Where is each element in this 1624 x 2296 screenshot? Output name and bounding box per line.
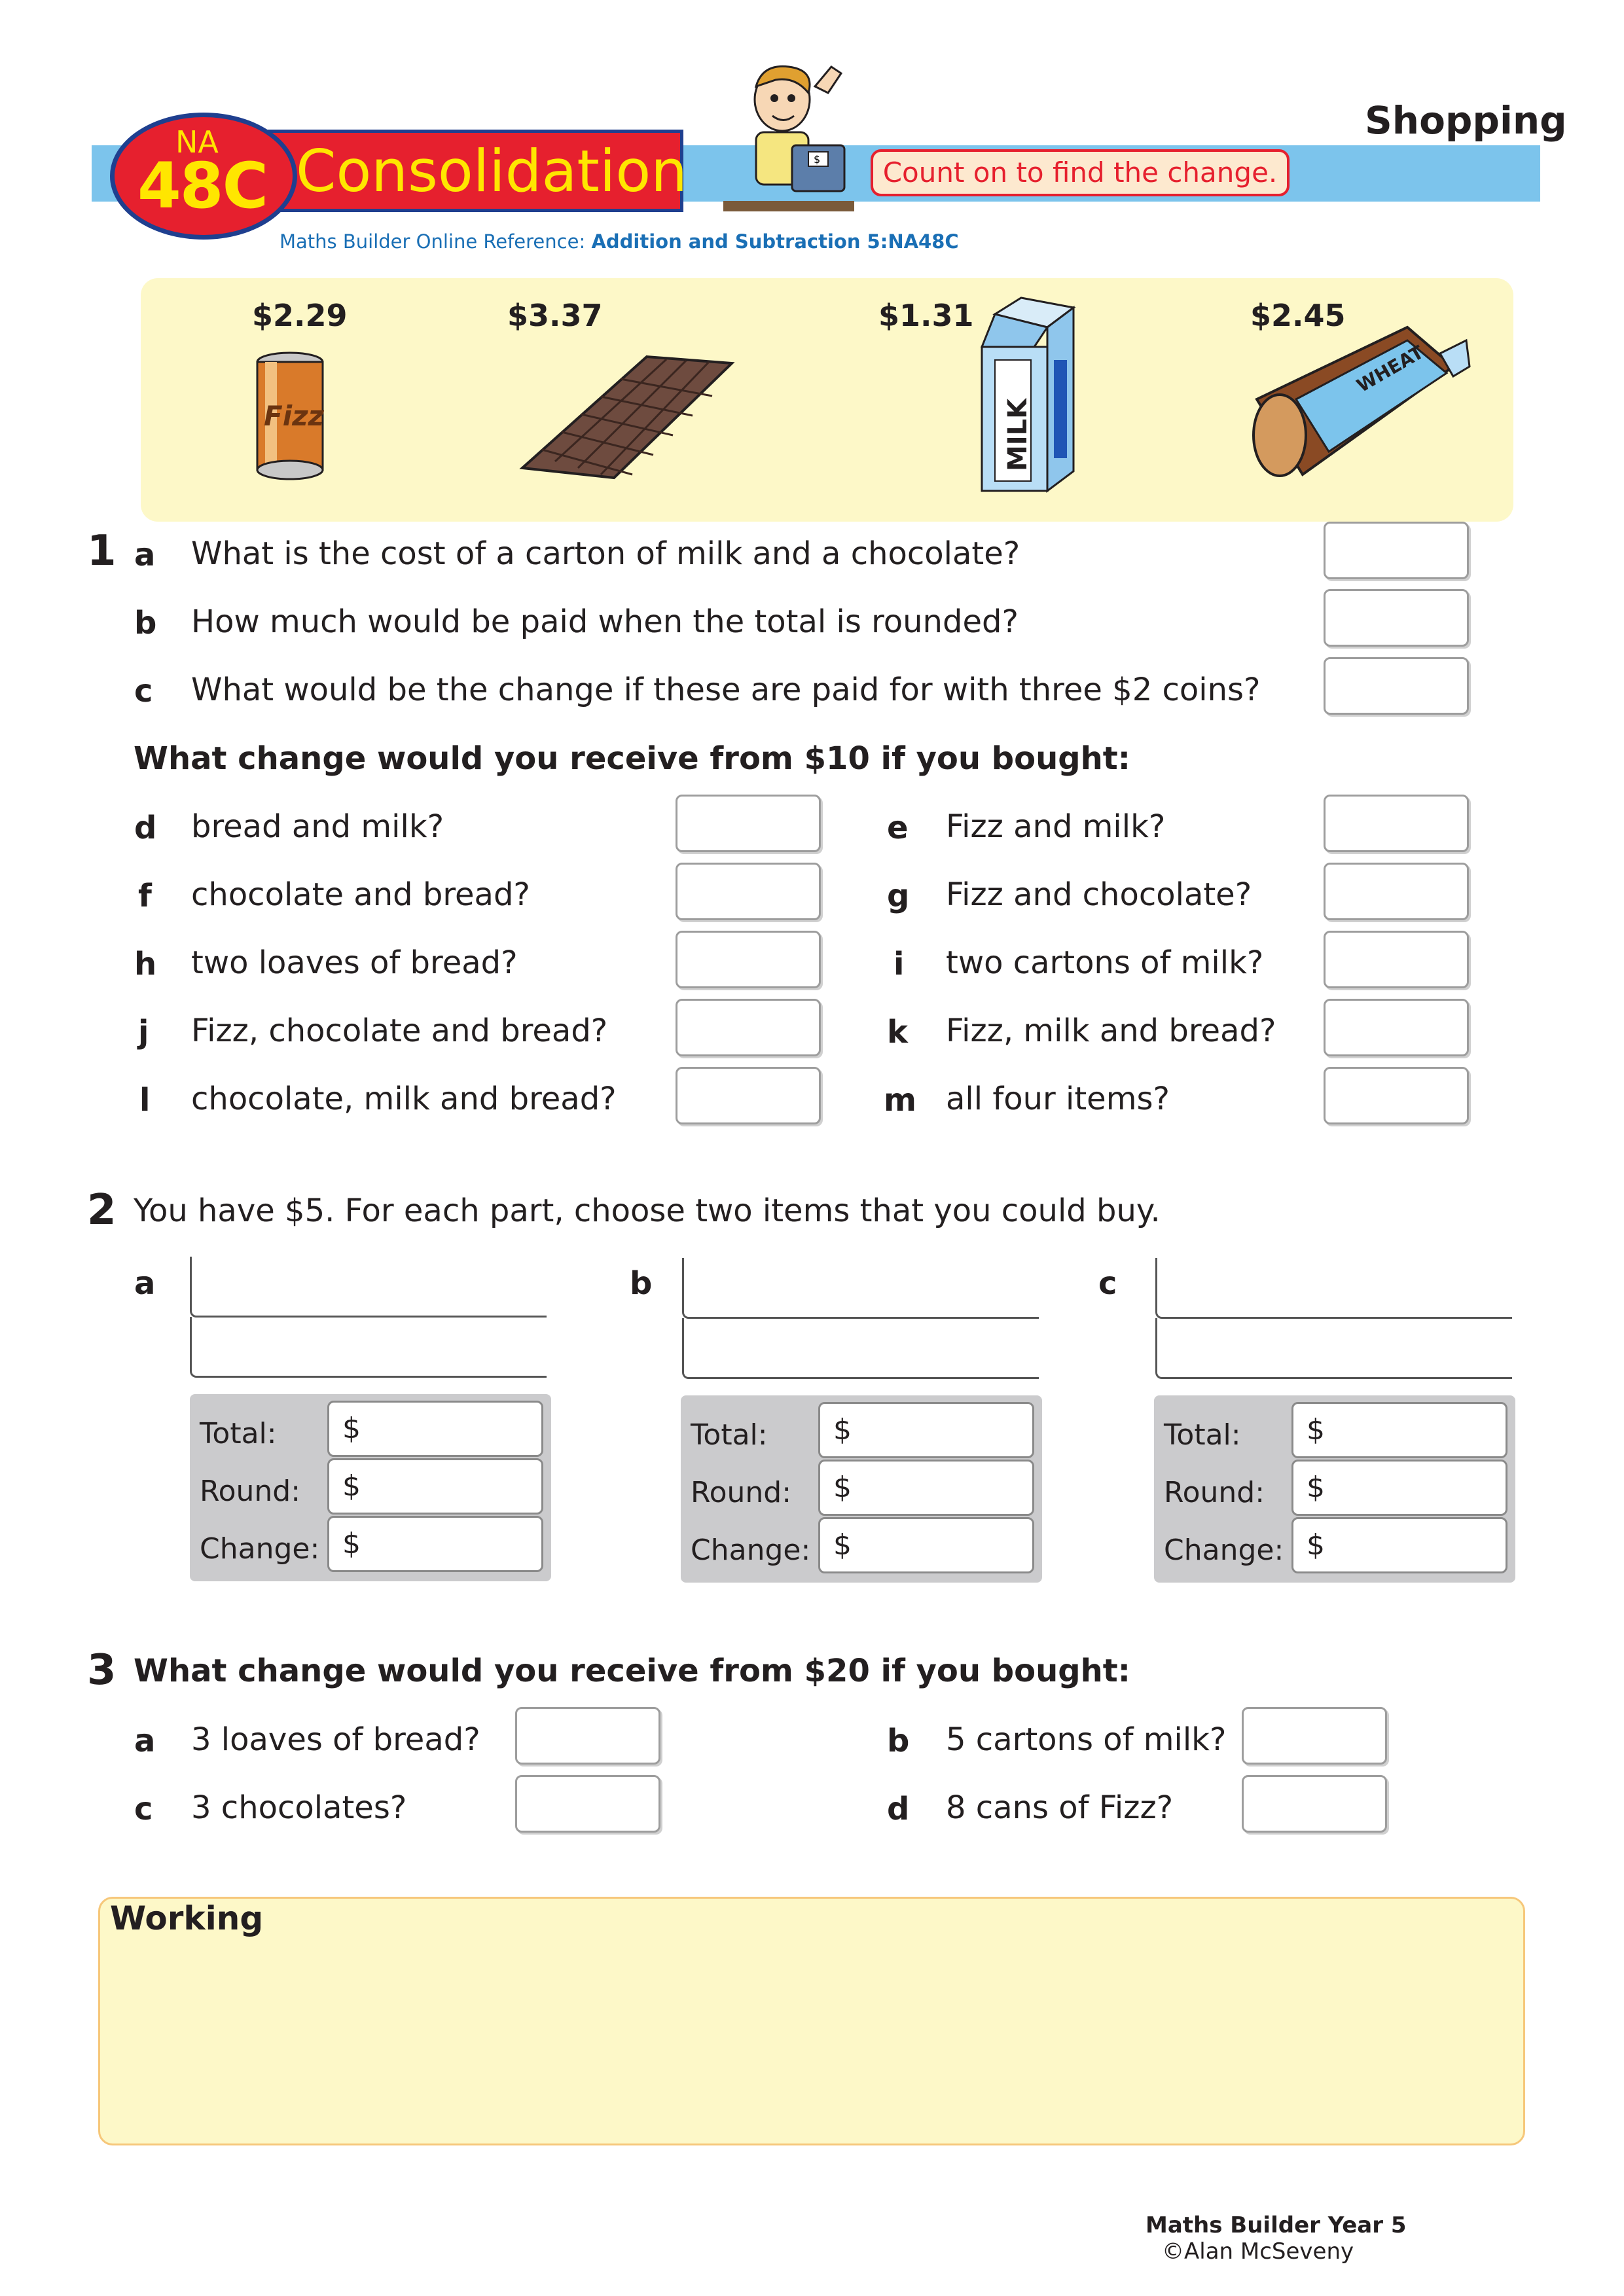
q1e-answer-box[interactable] bbox=[1324, 795, 1469, 852]
q1f-text: chocolate and bread? bbox=[191, 876, 530, 913]
q2c-change-label: Change: bbox=[1164, 1534, 1284, 1567]
q3-heading: What change would you receive from $20 if you bought: bbox=[134, 1653, 1130, 1689]
milk-carton-icon bbox=[975, 295, 1080, 504]
q1i-answer-box[interactable] bbox=[1324, 931, 1469, 988]
q2c-item2-line[interactable] bbox=[1155, 1318, 1512, 1379]
q1e-text: Fizz and milk? bbox=[946, 808, 1166, 845]
q1i-letter: i bbox=[893, 946, 905, 982]
q1j-answer-box[interactable] bbox=[676, 999, 821, 1056]
q2a-round-box[interactable]: $ bbox=[327, 1458, 543, 1515]
q2a-change-box[interactable]: $ bbox=[327, 1516, 543, 1572]
page-title: Consolidation bbox=[296, 137, 687, 205]
q3b-answer-box[interactable] bbox=[1242, 1707, 1387, 1765]
q2c-change-box[interactable]: $ bbox=[1291, 1517, 1507, 1573]
q1b-letter: b bbox=[134, 605, 157, 641]
q1l-answer-box[interactable] bbox=[676, 1067, 821, 1124]
q3c-text: 3 chocolates? bbox=[191, 1789, 407, 1826]
q3-number: 3 bbox=[87, 1646, 117, 1695]
q2b-round-box[interactable]: $ bbox=[818, 1460, 1034, 1516]
q1l-text: chocolate, milk and bread? bbox=[191, 1081, 617, 1117]
q1g-text: Fizz and chocolate? bbox=[946, 876, 1252, 913]
q3a-letter: a bbox=[134, 1723, 156, 1759]
q3a-answer-box[interactable] bbox=[515, 1707, 660, 1765]
price-fizz: $2.29 bbox=[252, 298, 348, 333]
milk-label: MILK bbox=[1003, 398, 1033, 471]
q1g-letter: g bbox=[887, 878, 910, 914]
q2a-total-label: Total: bbox=[200, 1417, 277, 1450]
q1d-letter: d bbox=[134, 810, 157, 846]
reference-label: Maths Builder Online Reference: bbox=[280, 230, 592, 253]
q1j-text: Fizz, chocolate and bread? bbox=[191, 1013, 608, 1049]
q1m-answer-box[interactable] bbox=[1324, 1067, 1469, 1124]
q2c-letter: c bbox=[1098, 1265, 1117, 1302]
q1l-letter: l bbox=[139, 1082, 151, 1119]
q1c-text: What would be the change if these are paid for with three $2 coins? bbox=[191, 672, 1261, 708]
q3b-text: 5 cartons of milk? bbox=[946, 1721, 1227, 1758]
q1b-text: How much would be paid when the total is rounded? bbox=[191, 603, 1019, 640]
q2a-item1-line[interactable] bbox=[190, 1257, 547, 1318]
working-area[interactable] bbox=[98, 1897, 1525, 2145]
q2b-item1-line[interactable] bbox=[682, 1258, 1039, 1319]
q2c-total-box[interactable]: $ bbox=[1291, 1402, 1507, 1458]
q2c-round-box[interactable]: $ bbox=[1291, 1460, 1507, 1516]
q1k-letter: k bbox=[887, 1014, 908, 1050]
bread-loaf-icon bbox=[1244, 314, 1479, 491]
chocolate-bar-icon bbox=[516, 350, 738, 481]
q1-number: 1 bbox=[87, 527, 117, 575]
reference-value: Addition and Subtraction 5:NA48C bbox=[591, 230, 959, 253]
hint-pill: Count on to find the change. bbox=[871, 149, 1290, 196]
q2b-change-box[interactable]: $ bbox=[818, 1517, 1034, 1573]
q2a-item2-line[interactable] bbox=[190, 1317, 547, 1378]
q2c-round-label: Round: bbox=[1164, 1476, 1265, 1509]
q1m-text: all four items? bbox=[946, 1081, 1170, 1117]
footer-book-title: Maths Builder Year 5 bbox=[1146, 2212, 1407, 2238]
q1b-answer-box[interactable] bbox=[1324, 589, 1469, 647]
q1h-text: two loaves of bread? bbox=[191, 944, 518, 981]
svg-text:$: $ bbox=[814, 153, 821, 166]
online-reference bbox=[280, 230, 959, 253]
q3a-text: 3 loaves of bread? bbox=[191, 1721, 480, 1758]
q1c-answer-box[interactable] bbox=[1324, 657, 1469, 715]
q1i-text: two cartons of milk? bbox=[946, 944, 1264, 981]
q2b-change-label: Change: bbox=[691, 1534, 811, 1567]
badge-prefix: NA bbox=[175, 124, 219, 160]
q2b-round-label: Round: bbox=[691, 1476, 792, 1509]
q1m-letter: m bbox=[884, 1082, 917, 1119]
q2-number: 2 bbox=[87, 1186, 117, 1234]
shopkeeper-cartoon-icon bbox=[710, 60, 867, 217]
q1f-answer-box[interactable] bbox=[676, 863, 821, 920]
q1c-letter: c bbox=[134, 673, 153, 709]
q3c-letter: c bbox=[134, 1791, 153, 1827]
q2c-total-label: Total: bbox=[1164, 1418, 1241, 1452]
q1j-letter: j bbox=[138, 1014, 149, 1050]
q1g-answer-box[interactable] bbox=[1324, 863, 1469, 920]
q3c-answer-box[interactable] bbox=[515, 1775, 660, 1833]
q2-text: You have $5. For each part, choose two items that you could buy. bbox=[134, 1193, 1161, 1229]
q2a-total-box[interactable]: $ bbox=[327, 1401, 543, 1457]
q1f-letter: f bbox=[138, 878, 152, 914]
price-milk: $1.31 bbox=[878, 298, 974, 333]
q1h-answer-box[interactable] bbox=[676, 931, 821, 988]
q2b-total-label: Total: bbox=[691, 1418, 768, 1452]
q2b-total-box[interactable]: $ bbox=[818, 1402, 1034, 1458]
q1d-answer-box[interactable] bbox=[676, 795, 821, 852]
working-label: Working bbox=[110, 1899, 264, 1937]
q1-subheading: What change would you receive from $10 if you bought: bbox=[134, 740, 1130, 777]
q1d-text: bread and milk? bbox=[191, 808, 444, 845]
q1a-letter: a bbox=[134, 537, 156, 573]
q1a-answer-box[interactable] bbox=[1324, 522, 1469, 579]
q3d-text: 8 cans of Fizz? bbox=[946, 1789, 1174, 1826]
price-bread: $2.45 bbox=[1250, 298, 1346, 333]
fizz-label: Fizz bbox=[264, 400, 324, 432]
q1a-text: What is the cost of a carton of milk and a chocolate? bbox=[191, 535, 1020, 572]
q3d-answer-box[interactable] bbox=[1242, 1775, 1387, 1833]
soda-can-icon bbox=[252, 350, 331, 484]
svg-text:WHEAT: WHEAT bbox=[1353, 341, 1428, 397]
q3b-letter: b bbox=[887, 1723, 910, 1759]
q2b-letter: b bbox=[630, 1265, 653, 1302]
badge-code: 48C bbox=[137, 149, 268, 223]
q1k-text: Fizz, milk and bread? bbox=[946, 1013, 1276, 1049]
q2a-letter: a bbox=[134, 1265, 156, 1302]
q2a-change-label: Change: bbox=[200, 1532, 320, 1566]
footer-copyright: ©Alan McSeveny bbox=[1162, 2238, 1354, 2265]
q2b-item2-line[interactable] bbox=[682, 1318, 1039, 1379]
section-title: Shopping bbox=[1365, 98, 1567, 143]
price-chocolate: $3.37 bbox=[507, 298, 603, 333]
q1e-letter: e bbox=[887, 810, 909, 846]
q2a-round-label: Round: bbox=[200, 1475, 301, 1508]
q3d-letter: d bbox=[887, 1791, 910, 1827]
q1h-letter: h bbox=[134, 946, 157, 982]
q2c-item1-line[interactable] bbox=[1155, 1258, 1512, 1319]
q1k-answer-box[interactable] bbox=[1324, 999, 1469, 1056]
